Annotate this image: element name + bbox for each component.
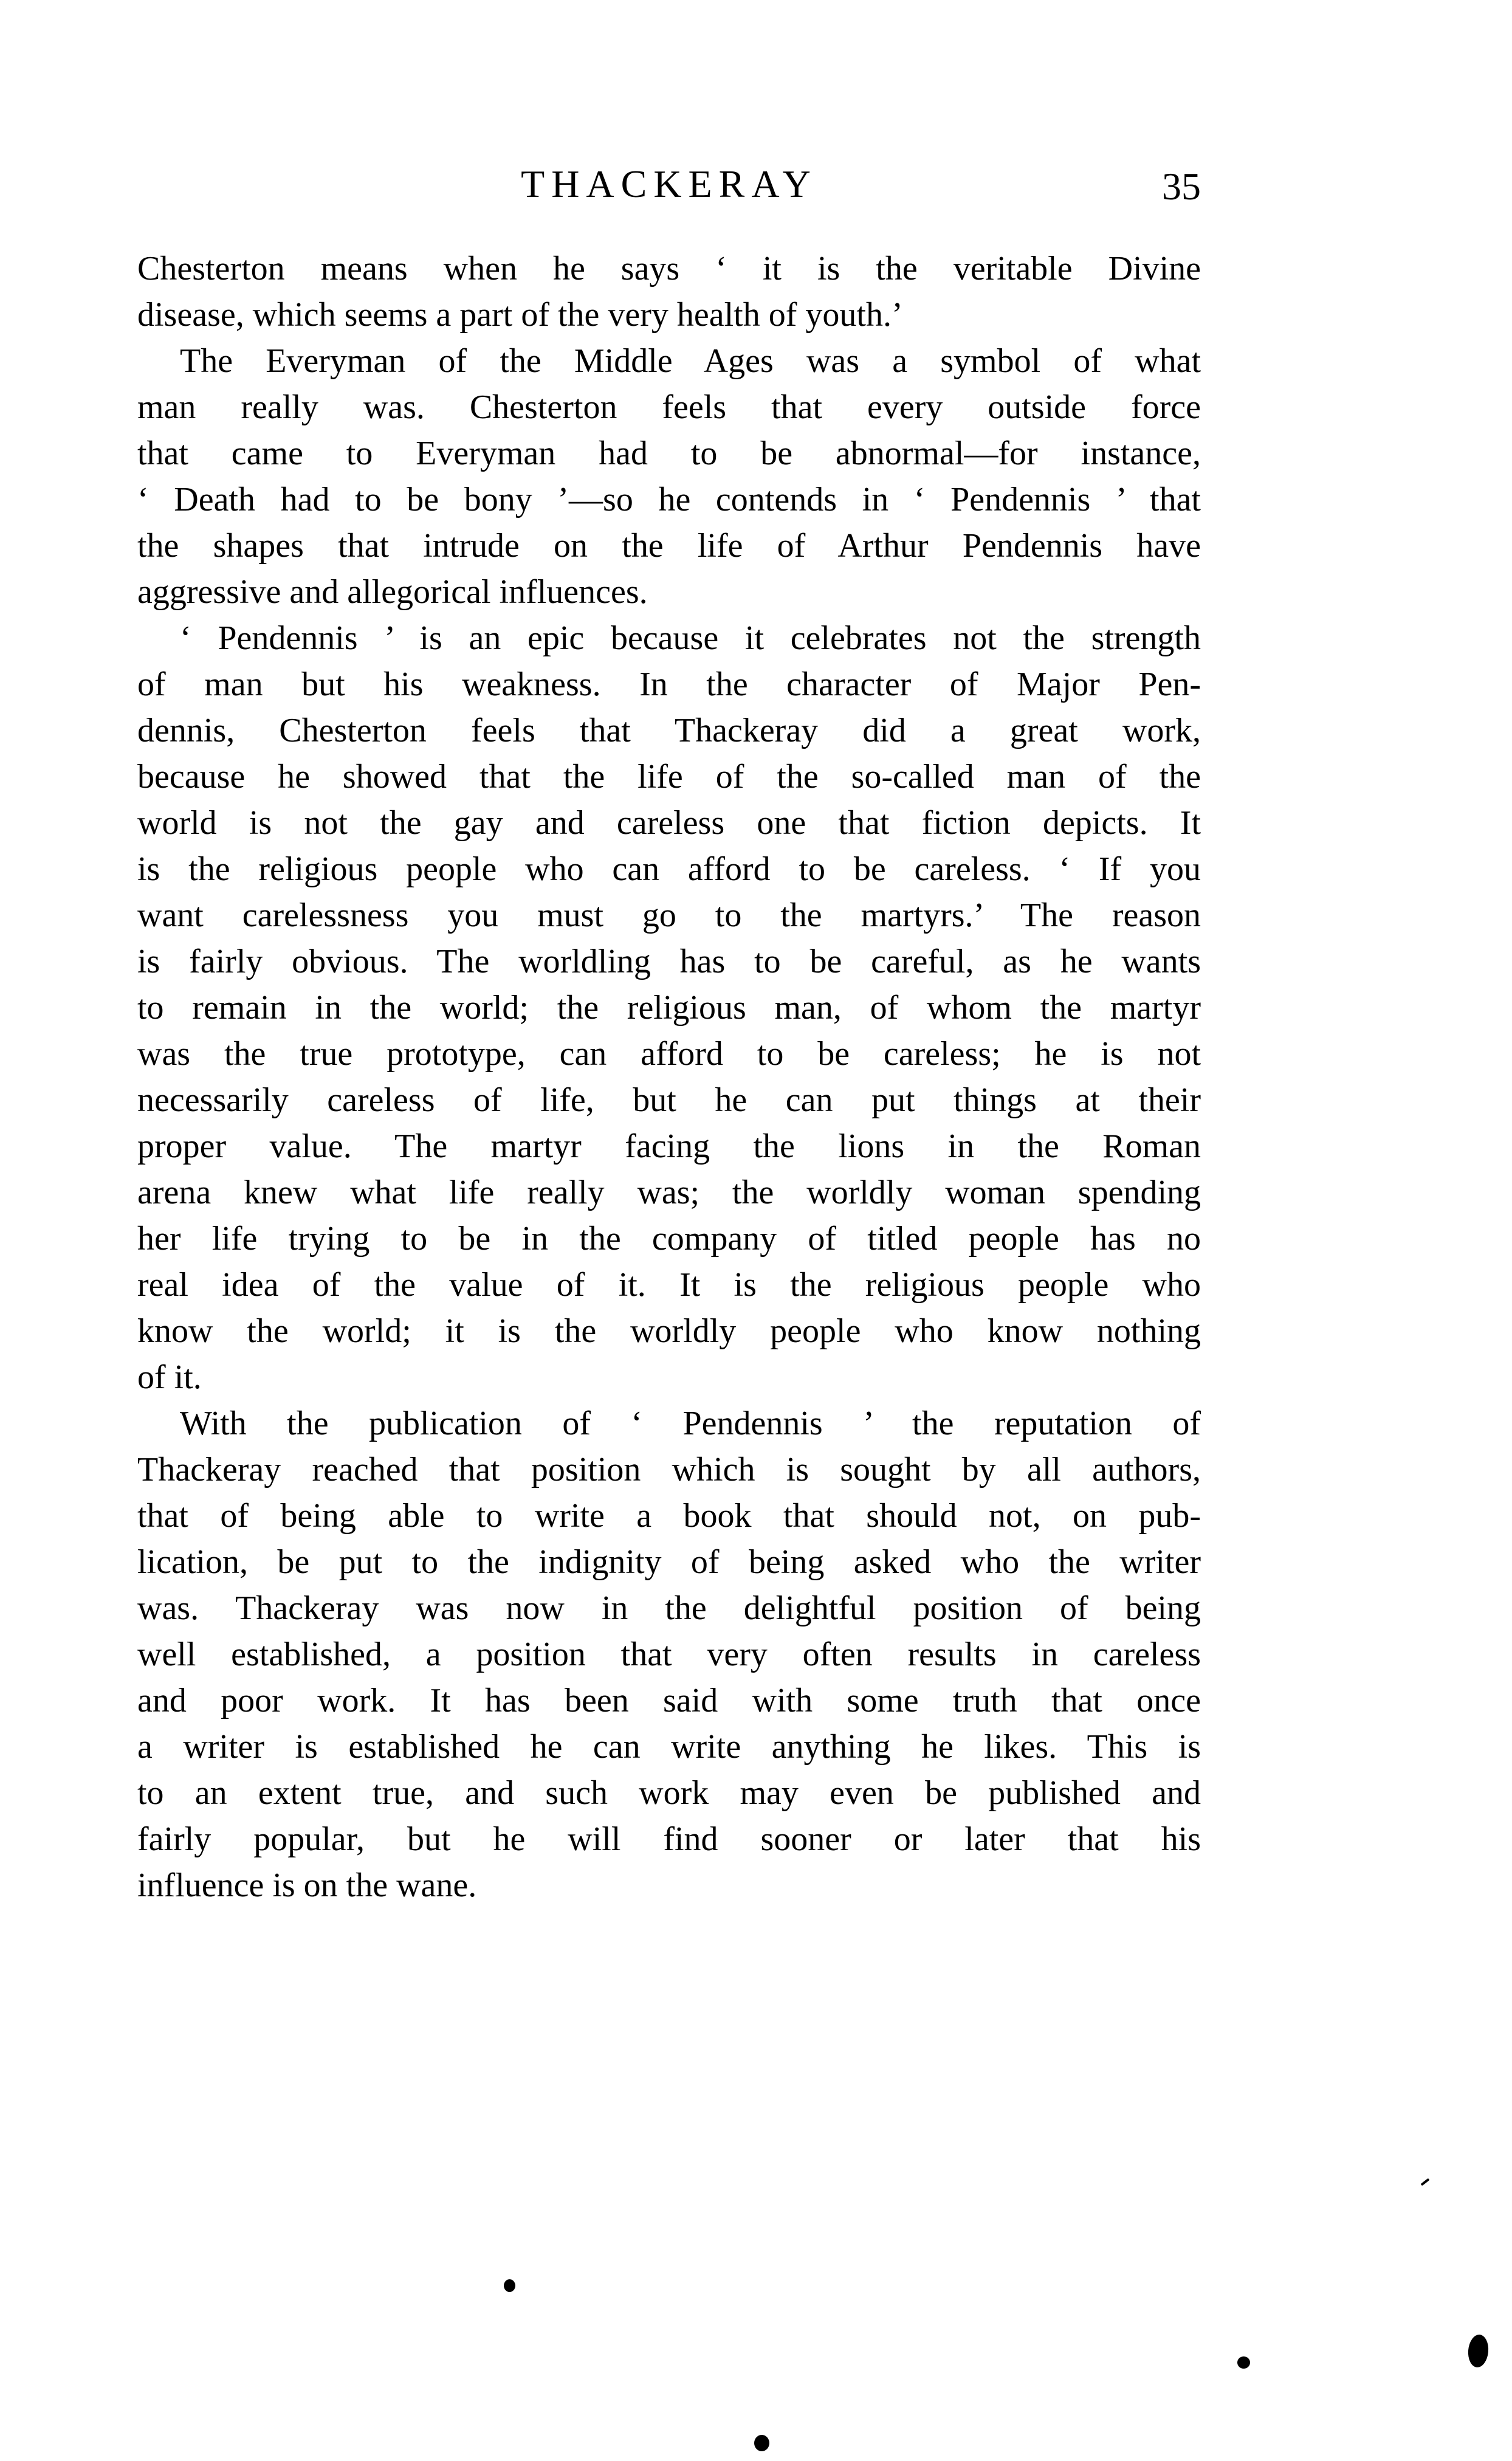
- text-line: want carelessness you must go to the martyrs.’ The reason: [137, 897, 1201, 934]
- text-line: well established, a position that very often results in careless: [137, 1636, 1201, 1673]
- text-line: The Everyman of the Middle Ages was a symbol of what: [180, 342, 1201, 380]
- text-line: arena knew what life really was; the worldly woman spending: [137, 1174, 1201, 1211]
- text-line: and poor work. It has been said with some truth that once: [137, 1682, 1201, 1719]
- text-line: With the publication of ‘ Pendennis ’ the reputation of: [180, 1405, 1201, 1442]
- text-line: lication, be put to the indignity of being asked who the writer: [137, 1543, 1201, 1581]
- text-line: a writer is established he can write anything he likes. This is: [137, 1728, 1201, 1766]
- ink-speck-dot: [754, 2435, 769, 2451]
- text-line: proper value. The martyr facing the lions in the Roman: [137, 1127, 1201, 1165]
- text-line: that came to Everyman had to be abnormal—for instance,: [137, 435, 1201, 472]
- ink-speck-dot: [1237, 2356, 1250, 2369]
- text-line: disease, which seems a part of the very health of youth.’: [137, 296, 903, 334]
- text-line: fairly popular, but he will find sooner or later that his: [137, 1820, 1201, 1858]
- text-line: is fairly obvious. The worldling has to be careful, as he wants: [137, 943, 1201, 980]
- text-line: real idea of the value of it. It is the religious people who: [137, 1266, 1201, 1304]
- page-header: [137, 162, 1201, 216]
- text-line: of man but his weakness. In the character of Major Pen-: [137, 666, 1201, 703]
- text-line: Chesterton means when he says ‘ it is the veritable Divine: [137, 250, 1201, 287]
- text-line: influence is on the wane.: [137, 1867, 477, 1904]
- text-line: the shapes that intrude on the life of Arthur Pendennis have: [137, 527, 1201, 565]
- body-text-block: [137, 246, 1201, 1909]
- running-header-title: THACKERAY: [521, 162, 817, 205]
- ink-speck-blob: [1466, 2334, 1490, 2369]
- text-line: was the true prototype, can afford to be careless; he is not: [137, 1035, 1201, 1073]
- text-line: to an extent true, and such work may even be published and: [137, 1774, 1201, 1812]
- text-line: was. Thackeray was now in the delightful position of being: [137, 1589, 1201, 1627]
- text-line: know the world; it is the worldly people who know nothing: [137, 1312, 1201, 1350]
- text-line: aggressive and allegorical influences.: [137, 573, 648, 611]
- text-line: to remain in the world; the religious man, of whom the martyr: [137, 989, 1201, 1027]
- text-line: necessarily careless of life, but he can put things at their: [137, 1081, 1201, 1119]
- text-line: of it.: [137, 1358, 202, 1396]
- text-line: is the religious people who can afford to be careless. ‘ If you: [137, 850, 1201, 888]
- ink-speck-tick: [1420, 2178, 1429, 2186]
- text-line: Thackeray reached that position which is sought by all authors,: [137, 1451, 1201, 1489]
- text-line: man really was. Chesterton feels that every outside force: [137, 388, 1201, 426]
- ink-speck-dot: [504, 2279, 515, 2292]
- page-number: 35: [1162, 165, 1201, 208]
- text-line: her life trying to be in the company of titled people has no: [137, 1220, 1201, 1258]
- text-line: because he showed that the life of the so-called man of the: [137, 758, 1201, 796]
- text-line: ‘ Death had to be bony ’—so he contends in ‘ Pendennis ’ that: [137, 481, 1201, 518]
- text-line: world is not the gay and careless one that fiction depicts. It: [137, 804, 1201, 842]
- text-line: that of being able to write a book that should not, on pub-: [137, 1497, 1201, 1535]
- text-line: ‘ Pendennis ’ is an epic because it celebrates not the strength: [180, 619, 1201, 657]
- text-line: dennis, Chesterton feels that Thackeray did a great work,: [137, 712, 1201, 749]
